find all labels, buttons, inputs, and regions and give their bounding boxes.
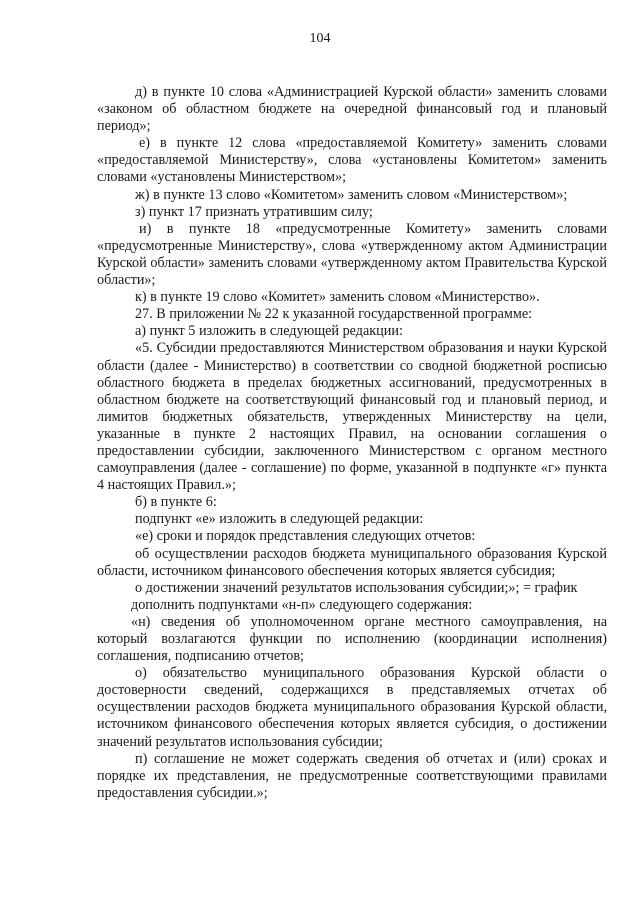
paragraph-5-quote: «5. Субсидии предоставляются Министерством образования и науки Курской области (далее - Министерство) в соответствии со сводной бюджетной росписью областного бюджета в пределах бюджетных ассигнований, предусмотренных в областном бюджете на соответствующий финансовый год и плановый период, и лимитов бюджетных обязательств, утвержденных Министерству на цели, указанные в пункте 2 настоящих Правил, на основании соглашения о предоставлении субсидии, заключенного Министерством с органом местного самоуправления (далее - соглашение) по форме, указанной в подпункте «г» пункта 4 настоящих Правил.»;: [97, 340, 607, 494]
paragraph-e-quote: «е) сроки и порядок представления следующих отчетов:: [135, 528, 476, 545]
paragraph-e: е) в пункте 12 слова «предоставляемой Комитету» заменить словами «предоставляемой Министерству», слова «установлены Комитетом» заменить словами «установлены Министерством»;: [97, 135, 607, 186]
paragraph-27: 27. В приложении № 22 к указанной государственной программе:: [135, 306, 533, 323]
paragraph-n: «н) сведения об уполномоченном органе местного самоуправления, на который возлагаются функции по исполнению (координации исполнения) соглашения, подписанию отчетов;: [97, 613, 607, 665]
paragraph-b: б) в пункте 6:: [135, 494, 217, 511]
paragraph-z: з) пункт 17 признать утратившим силу;: [135, 203, 373, 220]
paragraph-p: п) соглашение не может содержать сведения об отчетах и (или) сроках и порядке их представления, не предусмотренные соответствующими правилами предоставления субсидии.»;: [97, 750, 607, 801]
paragraph-subpoint-e: подпункт «е» изложить в следующей редакции:: [135, 511, 424, 528]
paragraph-d: д) в пункте 10 слова «Администрацией Курской области» заменить словами «законом об областном бюджете на очередной финансовый год и плановый период»;: [97, 84, 607, 135]
paragraph-add-subpoints: дополнить подпунктами «н-п» следующего содержания:: [131, 596, 473, 613]
paragraph-i: и) в пункте 18 «предусмотренные Комитету» заменить словами «предусмотренные Министерству», слова «утвержденному актом Администрации Курской области» заменить словами «утвержденному актом Правительства Курской области»;: [97, 220, 607, 289]
paragraph-k: к) в пункте 19 слово «Комитет» заменить словом «Министерство».: [135, 289, 540, 306]
paragraph-results-report: о достижении значений результатов использования субсидии;»; = график: [135, 579, 578, 596]
paragraph-zh: ж) в пункте 13 слово «Комитетом» заменить словом «Министерством»;: [135, 186, 568, 203]
document-body: [97, 84, 607, 802]
paragraph-o: о) обязательство муниципального образования Курской области о достоверности сведений, содержащихся в представляемых отчетах об осуществлении расходов бюджета муниципального образования Курской области, источником финансового обеспечения которых является субсидия, о достижении значений результатов использования субсидии;: [97, 665, 607, 750]
page-number: 104: [309, 31, 331, 46]
paragraph-a: а) пункт 5 изложить в следующей редакции:: [135, 323, 403, 340]
paragraph-expenses-report: об осуществлении расходов бюджета муниципального образования Курской области, источником финансового обеспечения которых является субсидия;: [97, 545, 607, 579]
